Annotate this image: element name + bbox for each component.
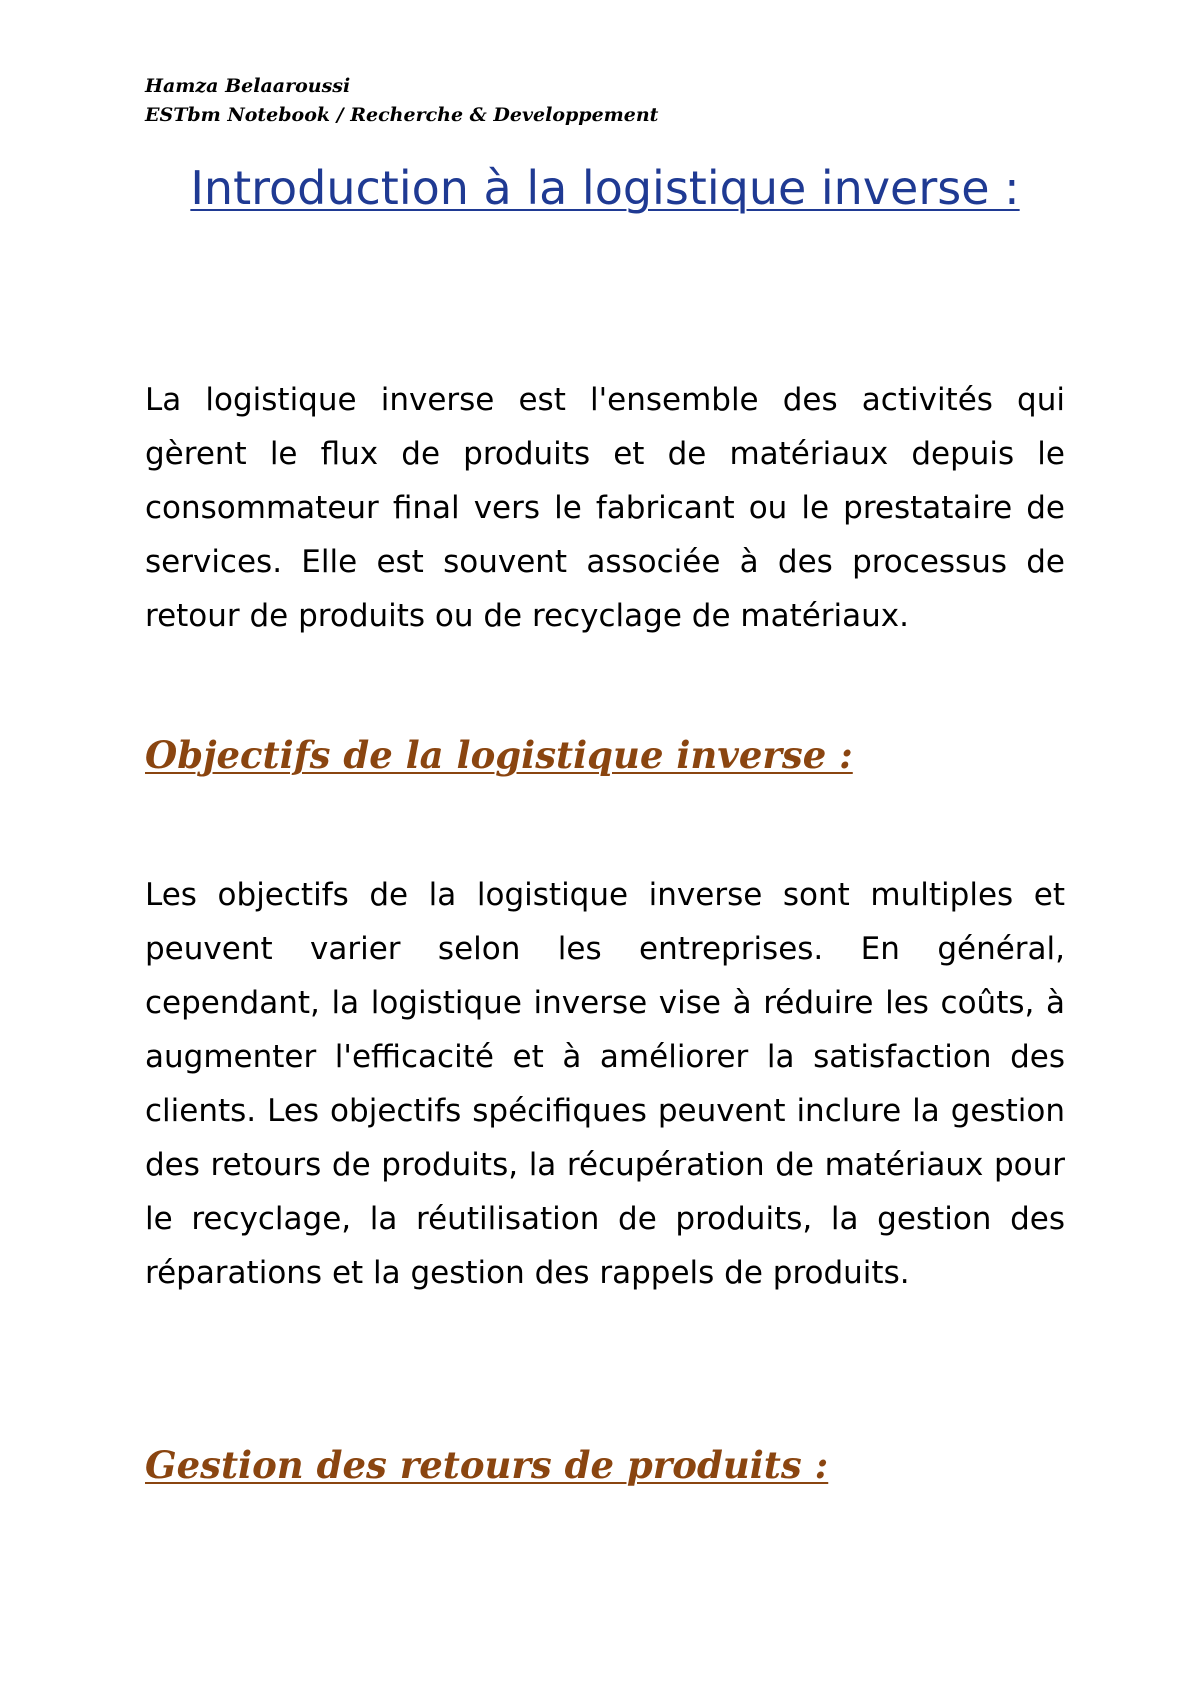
objectifs-paragraph: Les objectifs de la logistique inverse sont multiples et peuvent varier selon les entreprises. En général, cependant, la logistique inverse vise à réduire les coûts, à augmenter l'efficacité et à améliorer la satisfaction des clients. Les objectifs spécifiques peuvent inclure la gestion des retours de produits, la récupération de matériaux pour le recyclage, la réutilisation de produits, la gestion des réparations et la gestion des rappels de produits. — [145, 877, 1065, 1291]
author-name: Hamza Belaaroussi — [145, 75, 351, 97]
author-affiliation: ESTbm Notebook / Recherche & Developpement — [145, 104, 659, 126]
document-header — [145, 72, 658, 130]
document-title: Introduction à la logistique inverse : — [190, 161, 1020, 215]
intro-paragraph: La logistique inverse est l'ensemble des activités qui gèrent le flux de produits et de matériaux depuis le consommateur final vers le fabricant ou le prestataire de services. Elle est souvent associée à des processus de retour de produits ou de recyclage de matériaux. — [145, 382, 1065, 634]
section-heading-objectifs: Objectifs de la logistique inverse : — [145, 733, 853, 777]
section-heading-gestion-retours: Gestion des retours de produits : — [145, 1443, 829, 1487]
